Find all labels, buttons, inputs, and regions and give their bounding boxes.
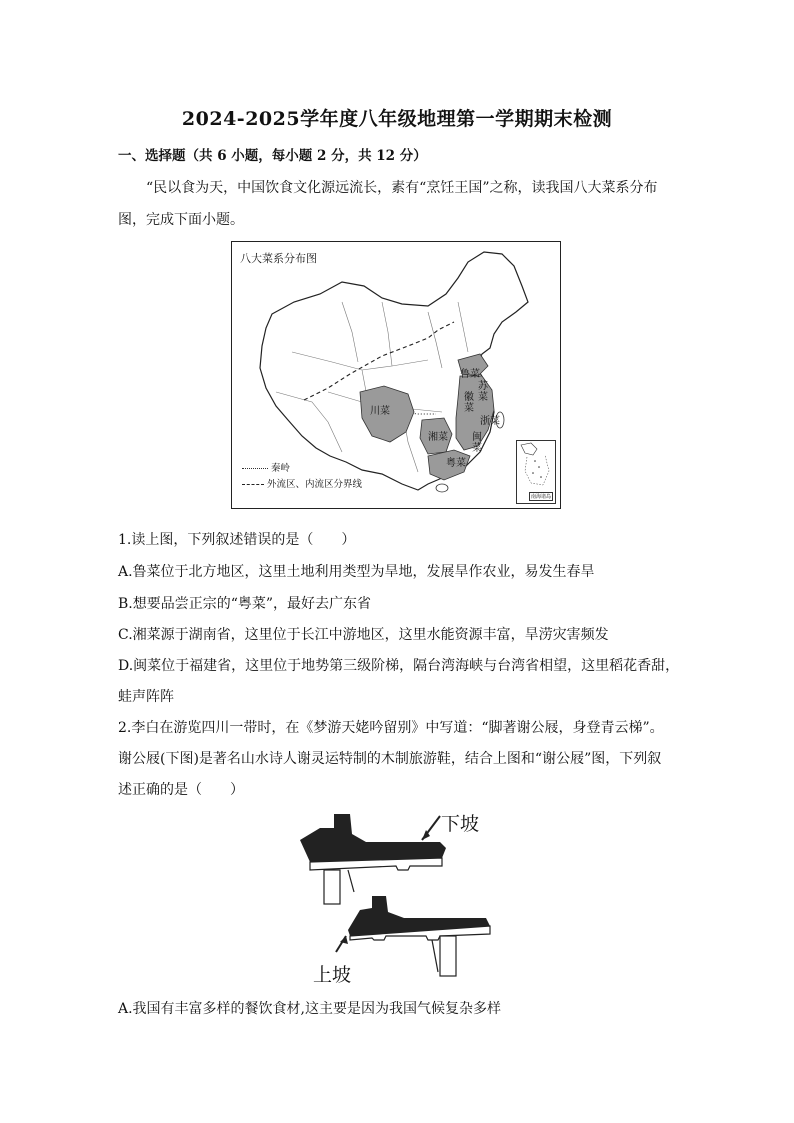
q1-option-a[interactable]: A.鲁菜位于北方地区，这里土地利用类型为旱地，发展旱作农业，易发生春旱: [118, 564, 595, 580]
q1-stem: 1.读上图，下列叙述错误的是（ ）: [118, 532, 356, 548]
label-zhe: 浙菜: [480, 416, 500, 427]
rear-tooth: [324, 870, 340, 904]
label-yue: 粤菜: [446, 458, 466, 469]
clog-downhill: [300, 814, 446, 904]
boundary-symbol: [242, 484, 264, 485]
map-title: 八大菜系分布图: [240, 252, 317, 265]
inset-map: [517, 441, 555, 491]
page-title: 2024-2025学年度八年级地理第一学期期末检测: [181, 108, 613, 130]
label-chuan: 川菜: [370, 406, 390, 417]
q1-option-c[interactable]: C.湘菜源于湖南省，这里位于长江中游地区，这里水能资源丰富，旱涝灾害频发: [118, 627, 609, 643]
legend-qinling: [242, 460, 290, 474]
q1-option-d[interactable]: D.闽菜位于福建省，这里位于地势第三级阶梯，隔台湾海峡与台湾省相望，这里稻花香甜，: [118, 658, 680, 674]
q1-option-b[interactable]: B.想要品尝正宗的“粤菜”，最好去广东省: [118, 596, 372, 612]
label-su: 苏菜: [478, 381, 488, 403]
q2-stem-line3: 述正确的是（ ）: [118, 782, 244, 798]
qinling-symbol: [242, 468, 268, 469]
label-min: 闽菜: [472, 432, 482, 454]
section-heading: 一、选择题（共 6 小题，每小题 2 分，共 12 分）: [118, 148, 427, 164]
label-hui: 徽菜: [464, 392, 474, 414]
legend-qinling-text: 秦岭: [271, 463, 291, 474]
question-intro: “民以食为天，中国饮食文化源远流长，素有“烹饪王国”之称，读我国八大菜系分布图，完成下面小题。: [118, 180, 658, 228]
label-lu: 鲁菜: [460, 369, 480, 380]
q2-stem-line1: 2.李白在游览四川一带时，在《梦游天姥吟留别》中写道：“脚著谢公屐，身登青云梯”。: [118, 720, 664, 736]
legend-boundary: [242, 476, 362, 490]
q1-option-d-cont: 蛙声阵阵: [118, 689, 174, 705]
cuisine-map: [231, 241, 561, 509]
front-tooth: [440, 936, 456, 976]
legend-boundary-text: 外流区、内流区分界线: [267, 479, 363, 490]
clog-uphill: [336, 896, 490, 976]
q2-option-a[interactable]: A.我国有丰富多样的餐饮食材,这主要是因为我国气候复杂多样: [118, 1001, 502, 1017]
downhill-label: 下坡: [441, 813, 480, 835]
uphill-label: 上坡: [313, 964, 352, 986]
south-china-sea-inset: [516, 440, 556, 504]
q2-stem-line2: 谢公屐(下图)是著名山水诗人谢灵运特制的木制旅游鞋，结合上图和“谢公屐”图，下列叙: [118, 751, 662, 767]
label-xiang: 湘菜: [428, 432, 448, 443]
inset-label: 南海诸岛: [530, 494, 551, 500]
